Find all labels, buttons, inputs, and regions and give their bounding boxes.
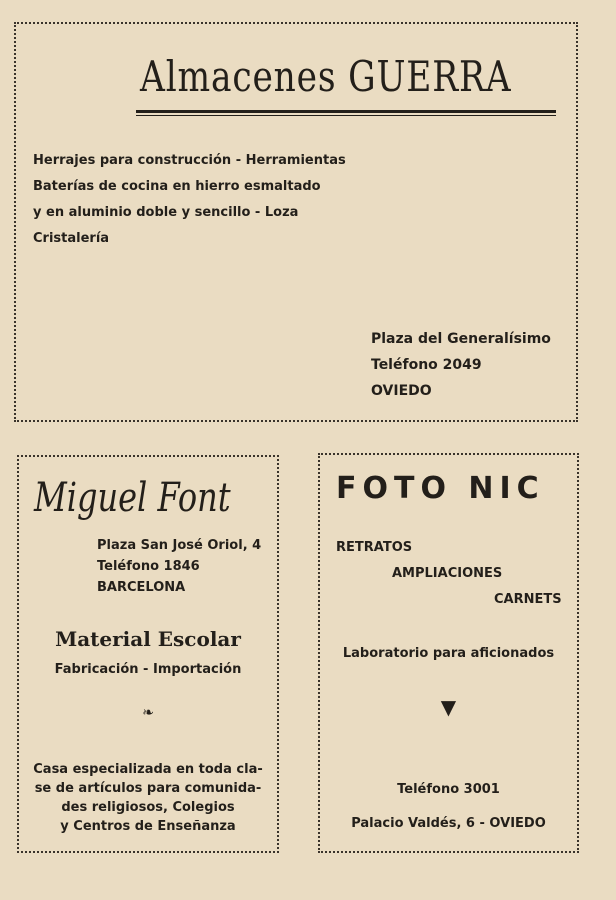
line: Herrajes para construcción - Herramientas — [33, 153, 346, 168]
line: Baterías de cocina en hierro esmaltado — [33, 179, 321, 194]
service: AMPLIACIONES — [392, 566, 503, 581]
address: Palacio Valdés, 6 - OVIEDO — [351, 816, 546, 831]
lab-line: Laboratorio para aficionados — [342, 646, 555, 661]
line: Plaza del Generalísimo — [371, 331, 551, 347]
miguel-font-ad — [17, 455, 279, 853]
service: RETRATOS — [336, 540, 413, 555]
ad-title: Almacenes GUERRA — [140, 52, 512, 101]
ad-title: FOTO NIC — [336, 471, 545, 506]
divider — [136, 115, 556, 116]
line: y Centros de Enseñanza — [60, 819, 236, 834]
almacenes-guerra-ad — [14, 22, 578, 422]
ad-title: Miguel Font — [34, 475, 231, 521]
line: se de artículos para comunida- — [34, 781, 262, 796]
ad-heading: Material Escolar — [55, 627, 241, 651]
foto-nic-ad — [318, 453, 579, 853]
line: OVIEDO — [371, 383, 432, 399]
line: Teléfono 1846 — [97, 559, 200, 574]
line: BARCELONA — [97, 580, 186, 595]
line: des religiosos, Colegios — [61, 800, 235, 815]
ad-address — [371, 326, 551, 404]
divider — [136, 110, 556, 113]
ad-description — [33, 148, 346, 252]
line: y en aluminio doble y sencillo - Loza — [33, 205, 299, 220]
line: Cristalería — [33, 231, 110, 246]
triangle-icon: ▼ — [440, 695, 457, 719]
ad-address — [97, 535, 261, 598]
service: CARNETS — [494, 592, 562, 607]
ad-subheading: Fabricación - Importación — [54, 662, 242, 677]
line: Teléfono 2049 — [371, 357, 482, 373]
ornament-icon: ❧ — [142, 705, 154, 721]
line: Casa especializada en toda cla- — [33, 762, 263, 777]
ad-description — [19, 760, 277, 836]
phone: Teléfono 3001 — [397, 782, 500, 797]
line: Plaza San José Oriol, 4 — [97, 538, 262, 553]
